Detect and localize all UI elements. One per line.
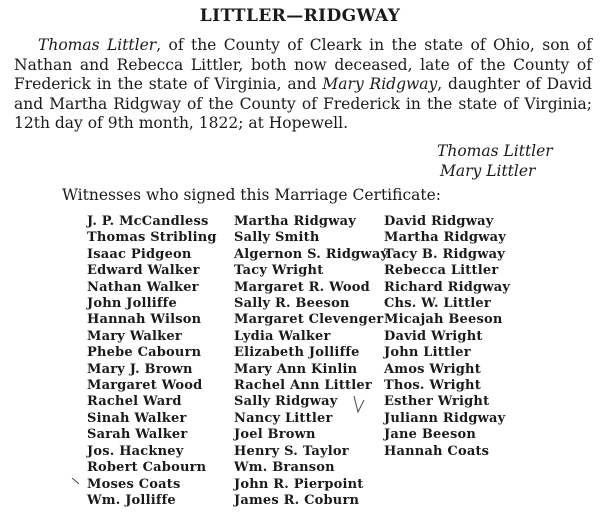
witness-name: Jos. Hackney (87, 443, 184, 459)
paragraph-text-1: , of the County of Cleark in the state of Ohio, son of Nathan and Rebecca Littler, both now deceased, late of the County of Frederick in the state of Virginia, and (14, 36, 592, 93)
signature-groom: Thomas Littler (437, 142, 553, 160)
witness-name: Phebe Cabourn (87, 345, 202, 361)
check-mark-icon (352, 394, 366, 416)
witness-name: Hannah Coats (384, 443, 490, 459)
witness-name: Tacy B. Ridgway (384, 246, 505, 262)
groom-name: Thomas Littler (38, 36, 157, 54)
witness-name: Rachel Ward (87, 394, 182, 410)
witness-name: Amos Wright (384, 361, 481, 377)
witness-name: Rebecca Littler (384, 263, 499, 279)
witness-column-3 (384, 214, 510, 460)
marriage-paragraph (14, 36, 592, 134)
witness-column-2 (234, 214, 388, 509)
witness-name: Thos. Wright (384, 378, 481, 394)
page-title: LITTLER—RIDGWAY (199, 6, 401, 26)
bride-name: Mary Ridgway (322, 75, 438, 93)
witness-column-1 (87, 214, 217, 509)
tick-mark-icon (70, 474, 84, 496)
witness-name: Mary Ann Kinlin (234, 361, 358, 377)
witness-name: Margaret R. Wood (234, 279, 370, 295)
witness-name: Joel Brown (234, 427, 316, 443)
witness-name: Elizabeth Jolliffe (234, 345, 360, 361)
witness-name: Hannah Wilson (87, 312, 202, 328)
witness-name: Sally R. Beeson (234, 296, 350, 312)
witness-name: John R. Pierpoint (234, 476, 364, 492)
witness-name: Sally Ridgway (234, 394, 338, 410)
witness-heading: Witnesses who signed this Marriage Certificate: (62, 186, 442, 204)
witness-name: Esther Wright (384, 394, 490, 410)
witness-name: Robert Cabourn (87, 460, 207, 476)
witness-name: Wm. Jolliffe (87, 492, 176, 508)
witness-name: Mary Walker (87, 328, 182, 344)
witness-name: Henry S. Taylor (234, 443, 349, 459)
witness-name: Nancy Littler (234, 410, 333, 426)
witness-name: Micajah Beeson (384, 312, 503, 328)
witness-name: J. P. McCandless (87, 214, 209, 229)
witness-name: Tacy Wright (234, 263, 324, 279)
witness-name: Sally Smith (234, 230, 320, 246)
witness-name: Nathan Walker (87, 279, 199, 295)
witness-name: Jane Beeson (384, 427, 476, 443)
witness-name: Margaret Clevenger (234, 312, 384, 328)
witness-name: Mary J. Brown (87, 361, 193, 377)
witness-name: Juliann Ridgway (384, 410, 506, 426)
witness-name: Isaac Pidgeon (87, 246, 192, 262)
witness-name: Chs. W. Littler (384, 296, 491, 312)
witness-name: Lydia Walker (234, 328, 331, 344)
witness-name: Algernon S. Ridgway (234, 246, 389, 262)
witness-name: James R. Coburn (234, 492, 360, 508)
witness-name: Rachel Ann Littler (234, 378, 372, 394)
witness-name: Edward Walker (87, 263, 200, 279)
paragraph-text-2: , daughter of David and Martha Ridgway of the County of Frederick in the state of Virginia; 12th day of 9th month, 1822; at Hopewell. (14, 75, 592, 132)
witness-name: Thomas Stribling (87, 230, 217, 246)
witness-name: John Littler (384, 345, 471, 361)
witness-name: Richard Ridgway (384, 279, 511, 295)
witness-name: John Jolliffe (87, 296, 177, 312)
witness-name: David Ridgway (384, 214, 494, 229)
witness-name: David Wright (384, 328, 483, 344)
witness-name: Moses Coats (87, 476, 181, 492)
witness-name: Wm. Branson (234, 460, 335, 476)
witness-name: Martha Ridgway (234, 214, 356, 229)
signature-bride: Mary Littler (440, 162, 536, 180)
witness-name: Sinah Walker (87, 410, 187, 426)
witness-name: Sarah Walker (87, 427, 188, 443)
witness-name: Margaret Wood (87, 378, 203, 394)
witness-name: Martha Ridgway (384, 230, 506, 246)
